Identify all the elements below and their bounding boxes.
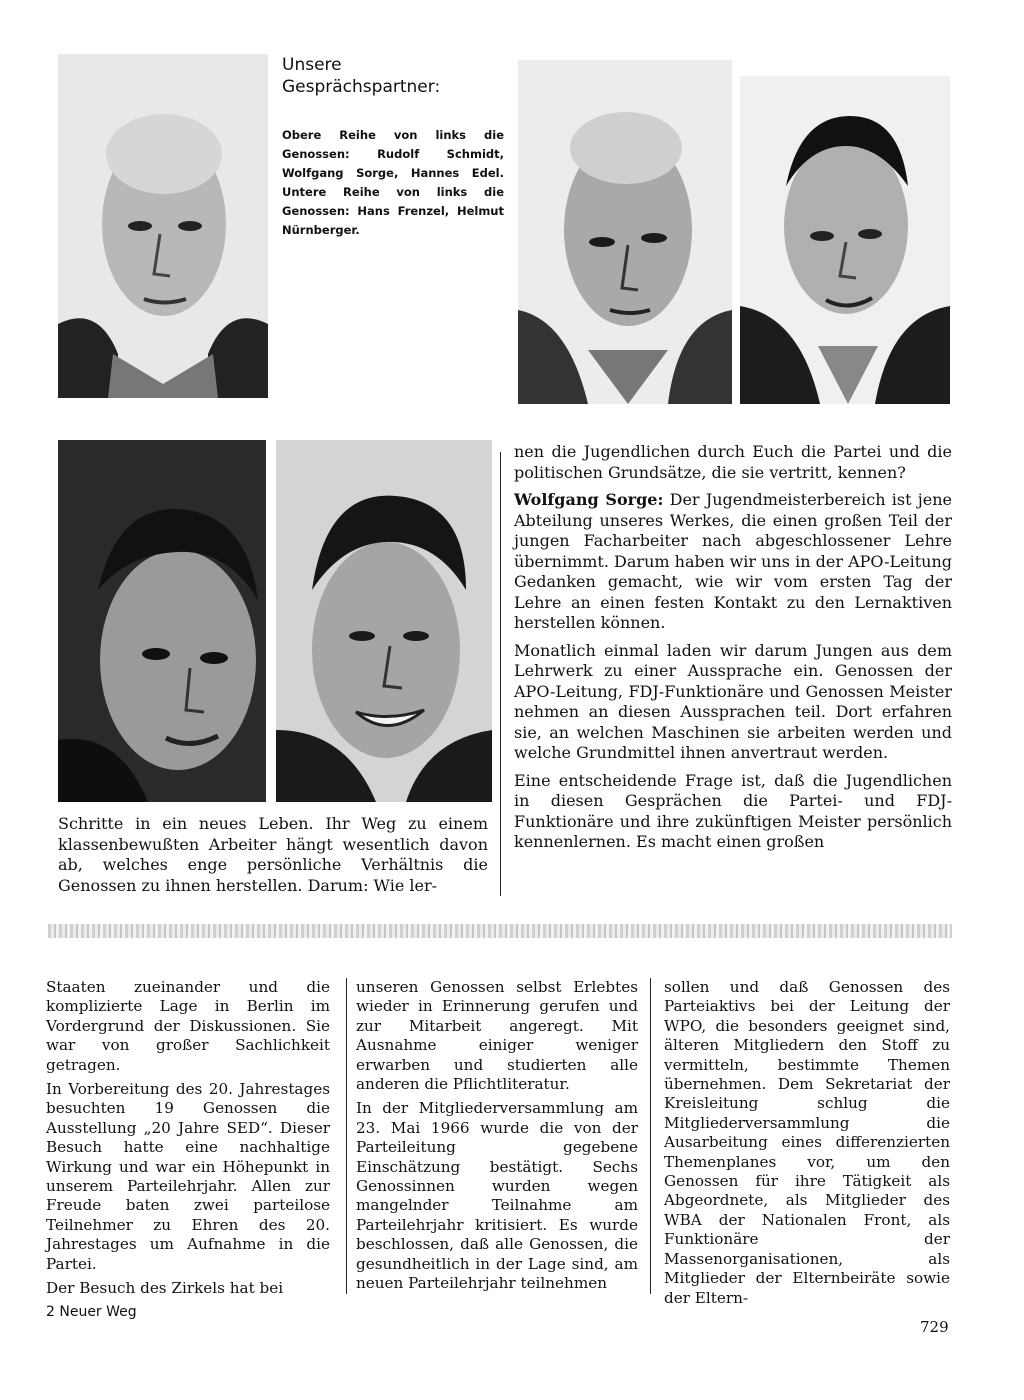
paragraph-1: sollen und daß Genossen des Parteiaktivs bei der Leitung der WPO, die besonders geeignet sind, älteren Mitgliedern den Stoff zu vermitteln, bestimmte Themen übernehmen. Dem Sekretariat der Kreisleitung schlug die Mitgliederversammlung die Ausarbeitung eines differenzierten Themenplanes vor, um den Genossen für ihre Tätigkeit als Abgeordnete, als Mitglieder des WBA der Nationalen Front, als Funktionäre der Massenorganisationen, als Mitglieder der Elternbeiräte sowie der Eltern- [664, 978, 950, 1307]
bottom-column-3 [664, 978, 950, 1313]
paragraph-3: Der Besuch des Zirkels hat bei [46, 1279, 284, 1298]
paragraph-1: Staaten zueinander und die komplizierte Lage in Berlin im Vordergrund der Diskussionen. Sie war von großer Sachlichkeit getragen. [46, 978, 330, 1074]
answer-text: Der Jugendmeisterbereich ist jene Abteilung unseres Werkes, die einen großen Teil der jungen Facharbeiter nach abgeschlossener Lehre übernimmt. Darum haben wir uns in der APO-Leitung Gedanken gemacht, wie wir vom ersten Tag der Lehre an einen festen Kontakt zu den Lernaktiven herstellen können. [514, 490, 952, 632]
upper-left-column [58, 814, 488, 896]
column-divider-2 [346, 978, 347, 1294]
portrait-helmut-nuernberger [276, 440, 492, 802]
page-number: 729 [920, 1318, 949, 1336]
answer-paragraph-2: Monatlich einmal laden wir darum Jungen aus dem Lehrwerk zu einer Aussprache ein. Genossen der APO-Leitung, FDJ-Funktionäre und Genossen Meister nehmen an diesen Aussprachen teil. Dort erfahren sie, an welchen Maschinen sie arbeiten werden und welche Grundmittel ihnen anvertraut werden. [514, 640, 952, 762]
upper-right-column [514, 442, 952, 853]
portrait-hans-frenzel [58, 440, 266, 802]
column-divider [500, 452, 501, 896]
paragraph-2: In der Mitgliederversammlung am 23. Mai 1966 wurde die von der Parteileitung gegebene Einschätzung bestätigt. Sechs Genossinnen wurden wegen mangelnder Teilnahme am Parteilehrjahr kritisiert. Es wurde beschlossen, daß alle Genossen, die gesundheitlich in der Lage sind, am neuen Parteilehrjahr teilnehmen [356, 1099, 638, 1293]
answer-paragraph-3: Eine entscheidende Frage ist, daß die Jugendlichen in diesen Gesprächen die Partei- und FDJ-Funktionäre und ihre zukünftigen Meister persönlich kennenlernen. Es macht einen großen [514, 770, 952, 851]
paragraph: Schritte in ein neues Leben. Ihr Weg zu einem klassenbewußten Arbeiter hängt wesentlich davon ab, welches enge persönliche Verhältnis die Genossen zu ihnen herstellen. Darum: Wie ler- [58, 814, 488, 895]
paragraph-2: In Vorbereitung des 20. Jahrestages besuchten 19 Genossen die Ausstellung „20 Jahre SED“. Dieser Besuch hatte eine nachhaltige Wirkung und war ein Höhepunkt in unserem Parteilehrjahr. Allen zur Freude baten zwei parteilose Teilnehmer zu Ehren des 20. Jahrestages um Aufnahme in die Partei. [46, 1080, 330, 1273]
answer-paragraph [514, 490, 952, 634]
question-continuation: nen die Jugendlichen durch Euch die Partei und die politischen Grundsätze, die sie vertritt, kennen? [514, 442, 952, 482]
portrait-wolfgang-sorge [518, 60, 732, 404]
section-separator [48, 924, 952, 938]
bottom-column-2 [356, 978, 638, 1299]
caption-title: Unsere Gesprächspartner: [282, 55, 441, 97]
portrait-hannes-edel [740, 76, 950, 404]
column-divider-3 [650, 978, 651, 1294]
paragraph-1: unseren Genossen selbst Erlebtes wieder in Erinnerung gerufen und zur Mitarbeit angeregt. Mit Ausnahme einiger weniger erwarben und studierten alle anderen die Pflichtliteratur. [356, 978, 638, 1094]
portrait-rudolf-schmidt [58, 54, 268, 398]
speaker-name: Wolfgang Sorge: [514, 490, 664, 509]
bottom-column-1 [46, 978, 330, 1304]
publication-name: 2 Neuer Weg [46, 1304, 137, 1320]
caption-text: Obere Reihe von links die Genossen: Rudolf Schmidt, Wolfgang Sorge, Hannes Edel. Untere Reihe von links die Genossen: Hans Frenzel, Helmut Nürnberger. [282, 128, 504, 237]
